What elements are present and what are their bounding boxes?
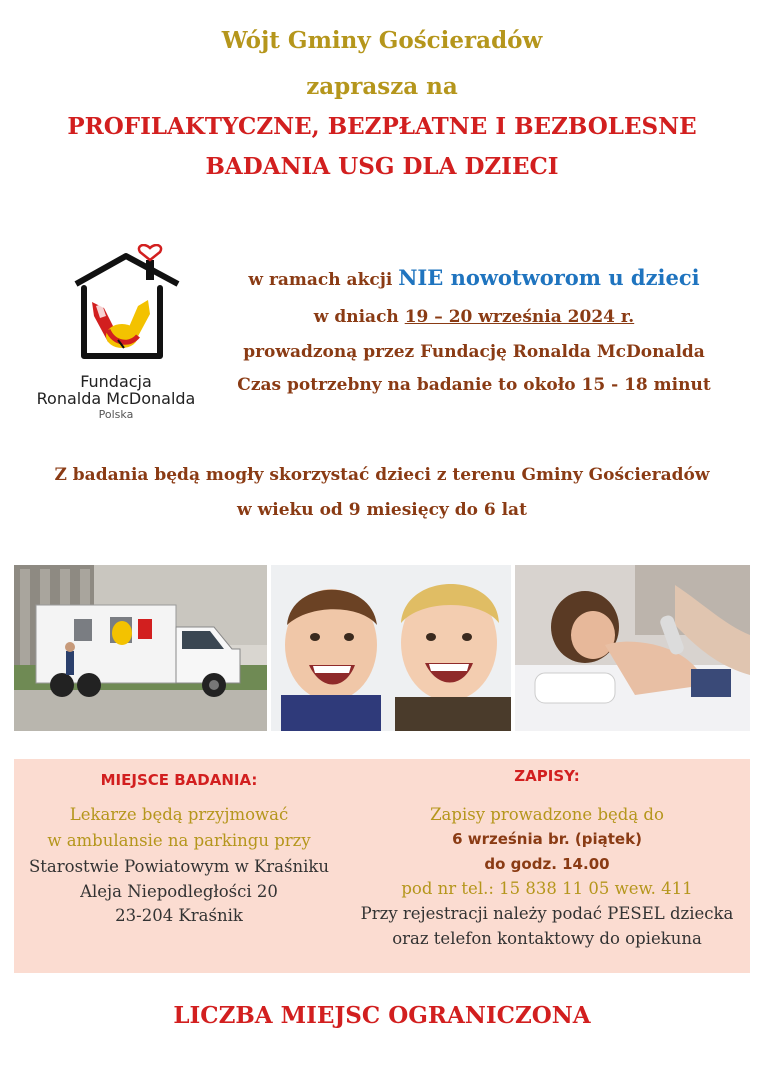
logo-text-1: Fundacja <box>80 372 152 391</box>
campaign-name: NIE nowotworom u dzieci <box>398 265 700 290</box>
details-panel <box>14 759 750 973</box>
ambulance-photo <box>14 565 267 731</box>
eligibility-line-2: w wieku od 9 miesięcy do 6 lat <box>237 500 527 520</box>
location-line-1: Lekarze będą przyjmować <box>69 805 289 824</box>
header-title: Wójt Gminy Gościeradów <box>221 27 543 54</box>
campaign-line <box>218 265 730 290</box>
limited-places-notice: LICZBA MIEJSC OGRANICZONA <box>173 1002 591 1029</box>
ultrasound-photo <box>515 565 750 731</box>
location-line-5: 23-204 Kraśnik <box>115 906 243 925</box>
logo-text-2: Ronalda McDonalda <box>36 389 196 408</box>
campaign-prefix: w ramach akcji <box>248 270 399 290</box>
header-headline-1: PROFILAKTYCZNE, BEZPŁATNE I BEZBOLESNE <box>67 113 697 140</box>
dates-prefix: w dniach <box>313 307 405 327</box>
eligibility-line-1: Z badania będą mogły skorzystać dzieci z terenu Gminy Gościeradów <box>54 465 710 485</box>
foundation-logo <box>28 244 204 424</box>
duration-line: Czas potrzebny na badanie to około 15 - 18 minut <box>237 375 711 395</box>
registration-line-5: Przy rejestracji należy podać PESEL dziecka <box>360 904 734 923</box>
location-line-2: w ambulansie na parkingu przy <box>47 831 311 850</box>
dates-value: 19 – 20 września 2024 r. <box>404 307 635 327</box>
location-line-3: Starostwie Powiatowym w Kraśniku <box>28 857 330 876</box>
registration-deadline-date: 6 września br. (piątek) <box>452 830 642 848</box>
registration-line-1: Zapisy prowadzone będą do <box>430 805 664 824</box>
registration-deadline-time: do godz. 14.00 <box>484 855 610 873</box>
registration-phone: pod nr tel.: 15 838 11 05 wew. 411 <box>401 879 693 898</box>
location-heading: MIEJSCE BADANIA: <box>100 771 258 789</box>
registration-heading: ZAPISY: <box>514 767 580 785</box>
registration-line-6: oraz telefon kontaktowy do opiekuna <box>392 929 702 948</box>
location-line-4: Aleja Niepodległości 20 <box>80 882 278 901</box>
children-photo <box>271 565 511 731</box>
dates-line <box>218 307 730 327</box>
header-invite: zaprasza na <box>306 73 458 100</box>
organizer-line: prowadzoną przez Fundację Ronalda McDonalda <box>243 342 705 362</box>
header-headline-2: BADANIA USG DLA DZIECI <box>205 153 559 180</box>
logo-text-3: Polska <box>98 408 134 421</box>
house-heart-icon <box>28 244 204 372</box>
